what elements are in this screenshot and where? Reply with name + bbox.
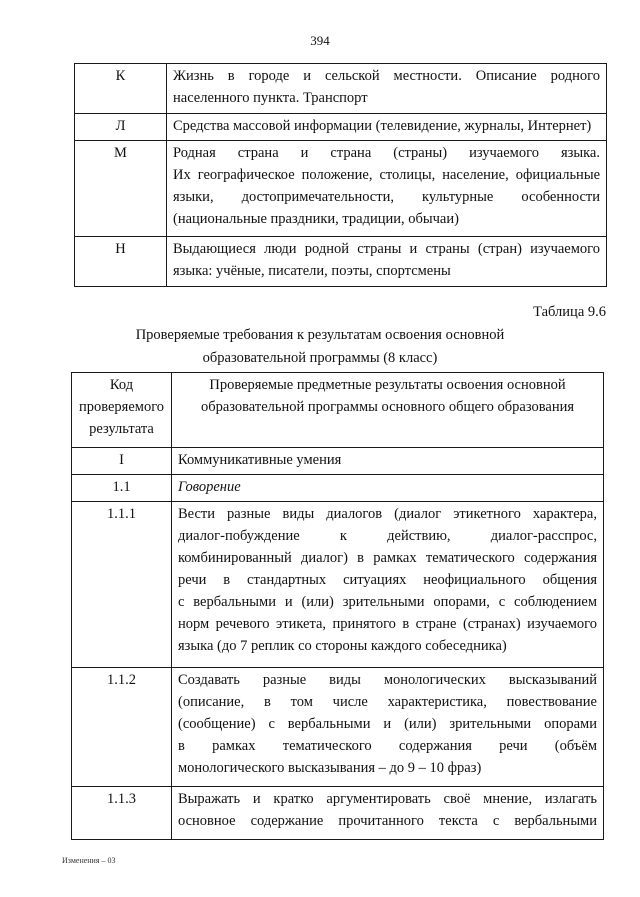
text-line: Выражать и кратко аргументировать своё мнение, излагать (178, 791, 597, 807)
row-code: Л (75, 114, 167, 141)
row-code: К (75, 64, 167, 114)
row-description (167, 237, 607, 287)
requirements-table (71, 372, 604, 840)
row-description (172, 475, 604, 502)
table-row (72, 502, 604, 668)
row-description (172, 502, 604, 668)
table-header-row (72, 373, 604, 448)
table-row (75, 237, 607, 287)
text-line: Вести разные виды диалогов (диалог этикетного характера, (178, 506, 597, 522)
footer-revision: Изменения – 03 (62, 856, 116, 865)
row-description (167, 64, 607, 114)
table-row (72, 787, 604, 840)
header-line: Проверяемые предметные результаты освоения основной (209, 377, 566, 393)
text-line: (описание, в том числе характеристика, повествование (178, 694, 597, 710)
text-line: норм речевого этикета, принятого в стране (странах) изучаемого (178, 616, 597, 632)
row-code: 1.1.2 (72, 668, 172, 787)
text-line: (национальные праздники, традиции, обычаи) (173, 211, 459, 227)
header-line: результата (89, 421, 154, 437)
row-description (172, 448, 604, 475)
row-code: 1.1.1 (72, 502, 172, 668)
text-line: Выдающиеся люди родной страны и страны (стран) изучаемого (173, 241, 600, 257)
text-line: Коммуникативные умения (178, 452, 342, 468)
text-line: Создавать разные виды монологических высказываний (178, 672, 597, 688)
text-line: основное содержание прочитанного текста с вербальными (178, 813, 597, 829)
text-line: языки, достопримечательности, культурные особенности (173, 189, 600, 205)
text-line: (сообщение) с вербальными и (или) зрительными опорами (178, 716, 597, 732)
text-line: монологического высказывания – до 9 – 10 фраз) (178, 760, 482, 776)
row-description (172, 787, 604, 840)
text-line: населенного пункта. Транспорт (173, 90, 368, 106)
table-row (72, 668, 604, 787)
row-code: 1.1.3 (72, 787, 172, 840)
text-line: языка (до 7 реплик со стороны каждого собеседника) (178, 638, 507, 654)
text-line: диалог-побуждение к действию, диалог-расспрос, (178, 528, 597, 544)
header-line: Код (109, 377, 134, 393)
text-line: языка: учёные, писатели, поэты, спортсмены (173, 263, 451, 279)
table-title-line: Проверяемые требования к результатам освоения основной (135, 327, 505, 343)
text-line: Родная страна и страна (страны) изучаемого языка. (173, 145, 600, 161)
row-code: I (72, 448, 172, 475)
text-line: Жизнь в городе и сельской местности. Описание родного (173, 68, 600, 84)
table-row (72, 448, 604, 475)
table-title (0, 324, 640, 370)
text-line: комбинированный диалог) в рамках тематического содержания (178, 550, 597, 566)
table-row (75, 64, 607, 114)
header-results-column (172, 373, 604, 448)
table-row (72, 475, 604, 502)
text-line: Их географическое положение, столицы, население, официальные (173, 167, 600, 183)
row-code: М (75, 141, 167, 237)
topic-table (74, 63, 607, 287)
header-code-column (72, 373, 172, 448)
text-line: Говорение (178, 479, 241, 495)
row-description (167, 114, 607, 141)
header-line: проверяемого (78, 399, 165, 415)
text-line: в рамках тематического содержания речи (объём (178, 738, 597, 754)
header-line: образовательной программы основного общего образования (200, 399, 575, 415)
table-row (75, 114, 607, 141)
text-line: Средства массовой информации (телевидение, журналы, Интернет) (173, 118, 592, 134)
row-description (167, 141, 607, 237)
row-code: Н (75, 237, 167, 287)
page-number: 394 (310, 33, 330, 48)
text-line: речи в стандартных ситуациях неофициального общения (178, 572, 597, 588)
row-code: 1.1 (72, 475, 172, 502)
row-description (172, 668, 604, 787)
table-row (75, 141, 607, 237)
text-line: с вербальными и (или) зрительными опорами, с соблюдением (178, 594, 597, 610)
table-title-line: образовательной программы (8 класс) (202, 350, 438, 366)
table-label: Таблица 9.6 (533, 304, 606, 320)
